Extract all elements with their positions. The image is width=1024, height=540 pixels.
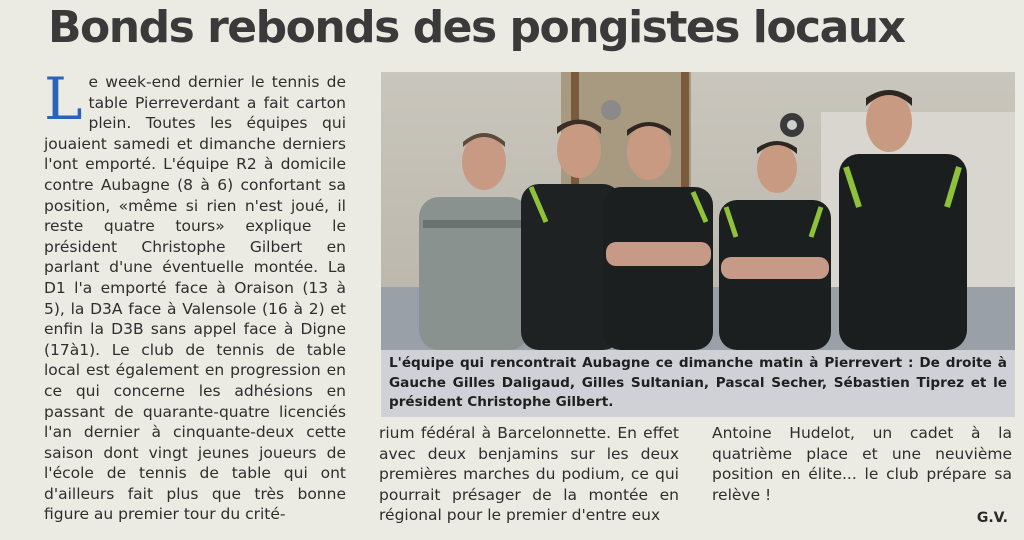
column-3-text: Antoine Hudelot, un cadet à la quatrième place et une neuvième position en élite... le club prépare sa relève ! — [712, 424, 1012, 504]
team-photo-block — [381, 72, 1015, 417]
team-photo — [381, 72, 1015, 350]
article-column-2 — [379, 423, 679, 526]
article-column-3 — [712, 423, 1012, 505]
photo-caption: L'équipe qui rencontrait Aubagne ce dimanche matin à Pierrevert : De droite à Gauche Gilles Daligaud, Gilles Sultanian, Pascal Secher, Sébastien Tiprez et le président Christophe Gilbert. — [381, 350, 1015, 417]
author-signature: G.V. — [976, 510, 1008, 526]
headline: Bonds rebonds des pongistes locaux — [48, 2, 905, 53]
drop-cap: L — [44, 65, 83, 133]
column-1-text: e week-end dernier le tennis de table Pierreverdant a fait carton plein. Toutes les équipes qui jouaient samedi et dimanche derniers l'ont emporté. L'équipe R2 à domicile contre Aubagne (8 à 6) confortant sa position, «même si rien n'est joué, il reste quatre tours» explique le président Christophe Gilbert en parlant d'une éventuelle montée. La D1 l'a emporté face à Oraison (13 à 5), la D3A face à Valensole (16 à 2) et enfin la D3B sans appel face à Digne (17à1). Le club de tennis de table local est également en progression en ce qui concerne les adhésions en passant de quarante-quatre licenciés l'an dernier à cinquante-deux cette saison dont vingt jeunes joueurs de l'école de tennis de table qui ont d'ailleurs fait plus que très bonne figure au premier tour du crité- — [44, 73, 346, 524]
column-2-text: rium fédéral à Barcelonnette. En effet avec deux benjamins sur les deux premières marches du podium, ce qui pourrait présager de la montée en régional pour le premier d'entre eux — [379, 424, 679, 525]
article-column-1 — [44, 65, 346, 525]
team-photo-image — [381, 72, 1015, 350]
